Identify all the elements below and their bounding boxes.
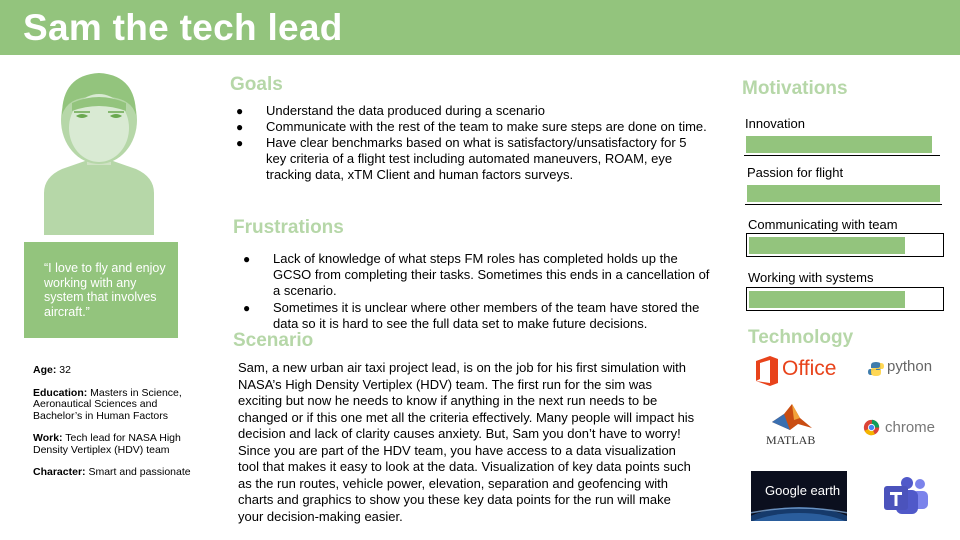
python-label: python [887,358,933,375]
list-item: ● Have clear benchmarks based on what is satisfactory/unsatisfactory for 5 key criteria of a flight test including automated maneuvers, ROAM, eye tracking data, xTM Client and human factors surveys. [236,135,687,182]
list-item: ● Communicate with the rest of the team to make sure steps are done on time. [236,119,707,134]
motivations-title: Motivations [742,78,848,99]
chrome-logo [863,418,943,438]
python-icon [868,361,884,377]
chrome-label: chrome [885,419,936,436]
motivation-label: Passion for flight [747,165,844,180]
bullet-icon: ● [243,301,251,315]
list-item: ● Sometimes it is unclear where other members of the team have stored the data so it is hard to see the full data set to make future decisions. [243,300,700,331]
frustrations-title: Frustrations [233,217,344,238]
age-value: 32 [59,364,71,376]
profile-details [33,365,198,490]
motivation-bar-track [745,204,942,205]
work-value: Tech lead for NASA High Density Vertiplex (HDV) team [33,432,181,456]
matlab-label: MATLAB [766,433,816,447]
matlab-icon [770,402,814,432]
motivation-bar-track [744,155,940,156]
list-item: ● Understand the data produced during a scenario [236,103,545,118]
work-label: Work: [33,432,63,444]
profile-education [33,388,198,423]
profile-character [33,467,198,479]
quote-box [24,242,178,338]
character-label: Character: [33,466,86,478]
motivation-bar-innovation [744,133,940,156]
character-value: Smart and passionate [88,466,191,478]
motivation-bar-communicating [746,233,944,257]
motivation-bar-fill [749,237,905,254]
motivation-label: Working with systems [748,270,874,285]
motivation-bar-passion [745,182,942,205]
bullet-icon: ● [243,252,251,266]
bullet-icon: ● [236,120,244,134]
motivation-bar-fill [746,136,932,153]
matlab-logo [760,402,826,448]
page-title: Sam the tech lead [23,7,343,48]
motivation-label: Innovation [745,116,805,131]
chrome-icon [863,419,880,436]
frustrations-list [240,251,710,333]
office-label: Office [782,357,837,380]
motivation-label: Communicating with team [748,217,898,232]
person-icon [40,65,158,235]
scenario-title: Scenario [233,330,314,351]
profile-age [33,365,198,377]
bullet-icon: ● [236,104,244,118]
education-label: Education: [33,386,88,399]
technology-title: Technology [748,327,854,348]
header-banner [0,0,960,55]
goals-list [233,103,708,183]
google-earth-label: Google earth [765,483,841,498]
office-logo [752,352,844,388]
motivation-bar-systems [746,287,944,311]
teams-logo [882,476,930,518]
teams-icon [882,476,930,518]
profile-work [33,433,198,456]
persona-avatar [40,65,158,235]
office-icon [754,355,780,387]
persona-quote: “I love to fly and enjoy working with any system that involves aircraft.” [44,261,166,319]
google-earth-logo [751,471,847,521]
list-item: ● Lack of knowledge of what steps FM roles has completed holds up the GCSO from completing their tasks. Sometimes this ends in a cancellation of a scenario. [243,251,710,298]
age-label: Age: [33,364,57,376]
motivation-bar-fill [749,291,905,308]
goals-title: Goals [230,74,283,95]
python-logo [868,358,940,380]
motivation-bar-fill [747,185,940,202]
scenario-text: Sam, a new urban air taxi project lead, is on the job for his first simulation with NASA’s High Density Vertiplex (HDV) team. The first run for the sim was exciting but now he needs to know if anything in the next run needs to be changed or if this one met all the criteria effectively. Many people will impact his decision and lack of clarity causes anxiety. But, Sam you don’t have to worry! Since you are part of the HDV team, you have access to a data visualization tool that makes it easy to look at the data. Visualization of key data points such as the run routes, vehicle power, elevation, separation and geofencing with charts and graphics to show you these key data points for the run will make your decision-making easier. [238,360,695,524]
bullet-icon: ● [236,136,244,150]
education-value: Masters in Science, Aeronautical Sciences and Bachelor’s in Human Factors [33,386,182,422]
